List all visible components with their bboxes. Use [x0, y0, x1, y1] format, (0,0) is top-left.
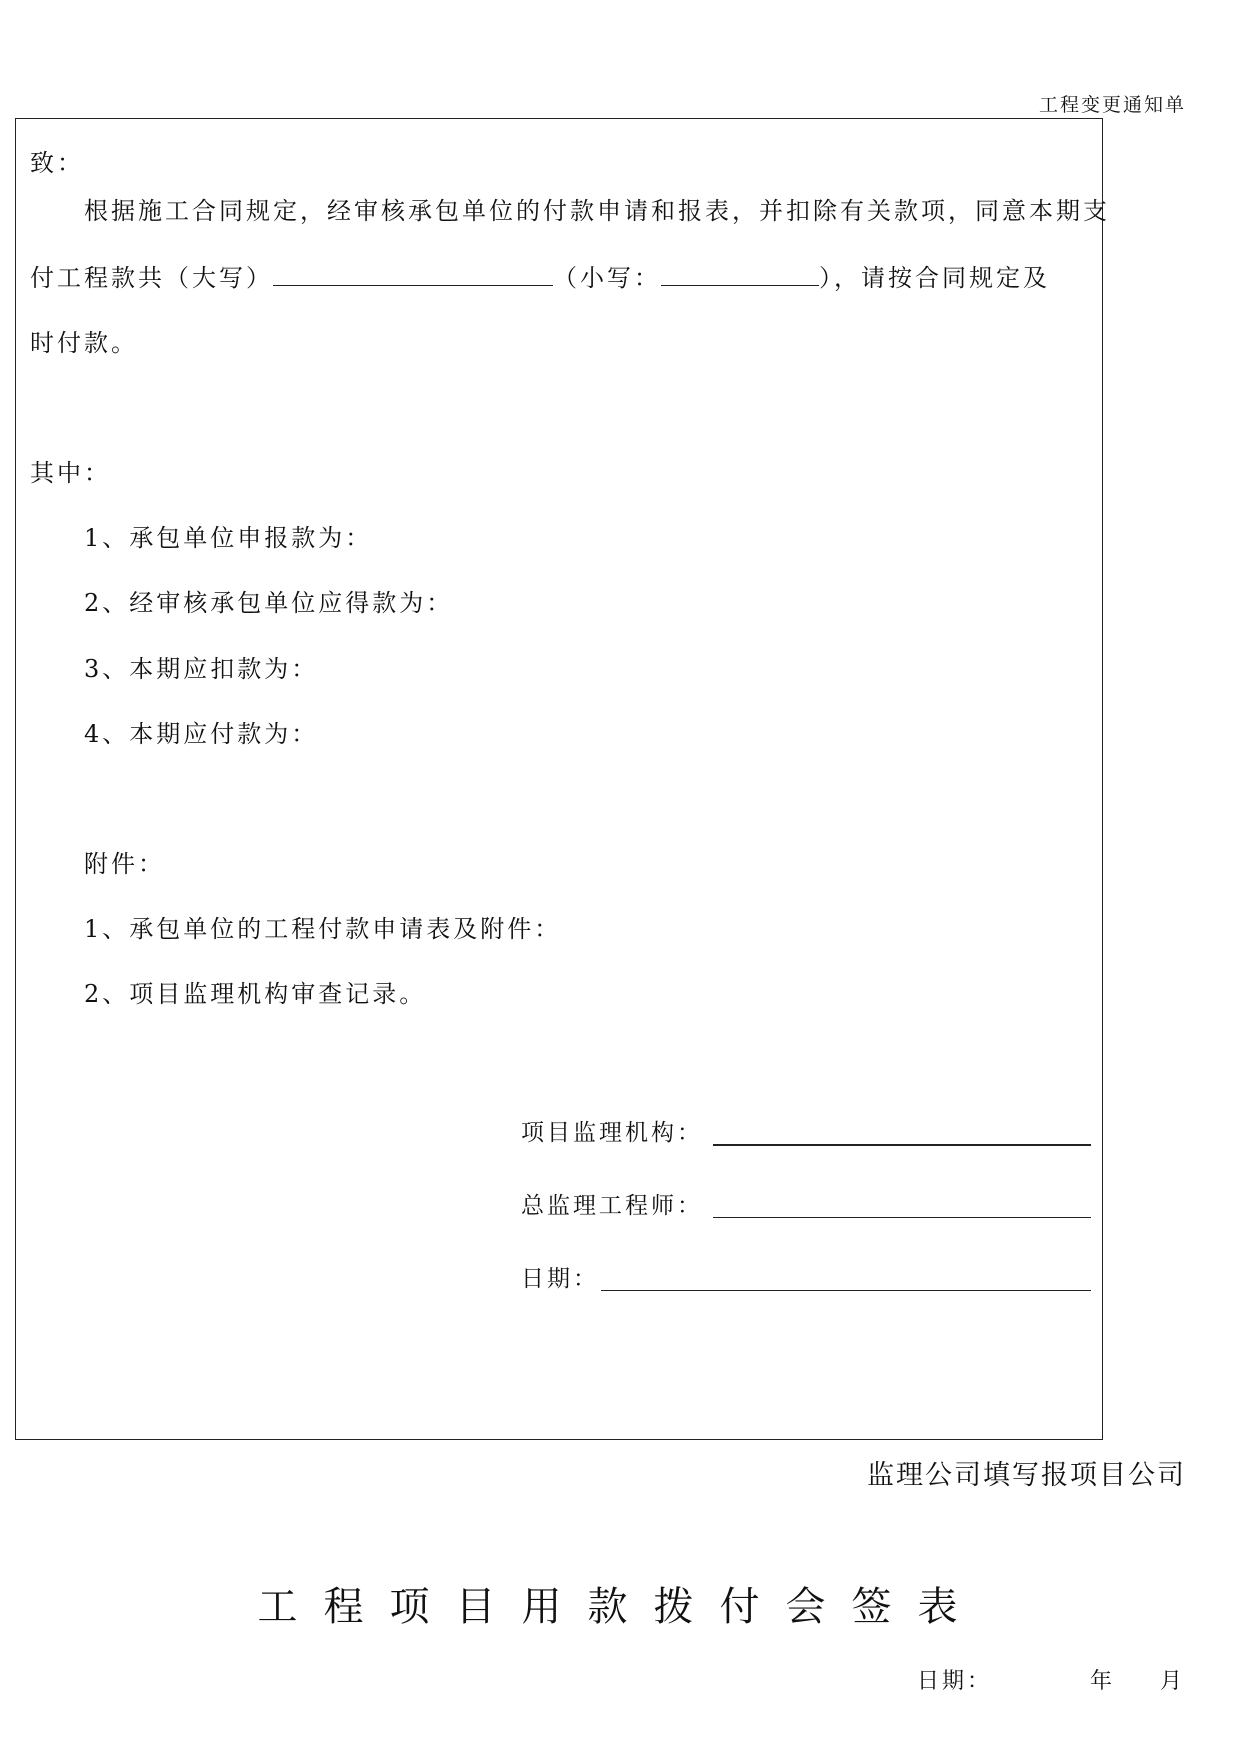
supervision-org-label: 项目监理机构：	[521, 1120, 703, 1146]
addressee-label: 致：	[30, 149, 84, 177]
item-approved-amount: 2、经审核承包单位应得款为：	[84, 589, 454, 617]
payment-certificate-form	[15, 118, 1110, 1440]
routing-note: 监理公司填写报项目公司	[867, 1460, 1186, 1491]
amount-lowercase-field[interactable]	[661, 261, 819, 286]
second-form-date-label: 日期：	[917, 1669, 993, 1694]
item-declared-amount: 1、承包单位申报款为：	[84, 524, 373, 552]
month-label: 月	[1160, 1669, 1186, 1694]
item-payable-amount: 4、本期应付款为：	[84, 720, 319, 748]
item-deduction-amount: 3、本期应扣款为：	[84, 655, 319, 683]
supervision-org-field[interactable]	[713, 1126, 1091, 1146]
paragraph-line-3: 时付款。	[30, 329, 138, 357]
paragraph-line-2	[30, 258, 1050, 293]
attachments-label: 附件：	[84, 850, 165, 878]
chief-engineer-label: 总监理工程师：	[521, 1193, 703, 1219]
paragraph-line-2-tail: ），请按合同规定及	[819, 264, 1050, 292]
attachment-item-2: 2、项目监理机构审查记录。	[84, 980, 427, 1008]
chief-engineer-field[interactable]	[713, 1199, 1091, 1218]
breakdown-label: 其中：	[30, 459, 111, 487]
amount-uppercase-field[interactable]	[273, 261, 553, 286]
sign-date-field[interactable]	[601, 1272, 1091, 1291]
amount-lowercase-label: （小写：	[553, 264, 661, 292]
year-label: 年	[1090, 1669, 1116, 1694]
sign-date-label: 日期：	[521, 1266, 599, 1292]
document-type-label: 工程变更通知单	[1038, 94, 1186, 116]
amount-uppercase-label: 付工程款共（大写）	[30, 264, 273, 292]
second-form-title: 工程项目用款拨付会签表	[257, 1584, 984, 1630]
attachment-item-1: 1、承包单位的工程付款申请表及附件：	[84, 915, 562, 943]
paragraph-line-1: 根据施工合同规定，经审核承包单位的付款申请和报表，并扣除有关款项，同意本期支	[84, 197, 1110, 225]
